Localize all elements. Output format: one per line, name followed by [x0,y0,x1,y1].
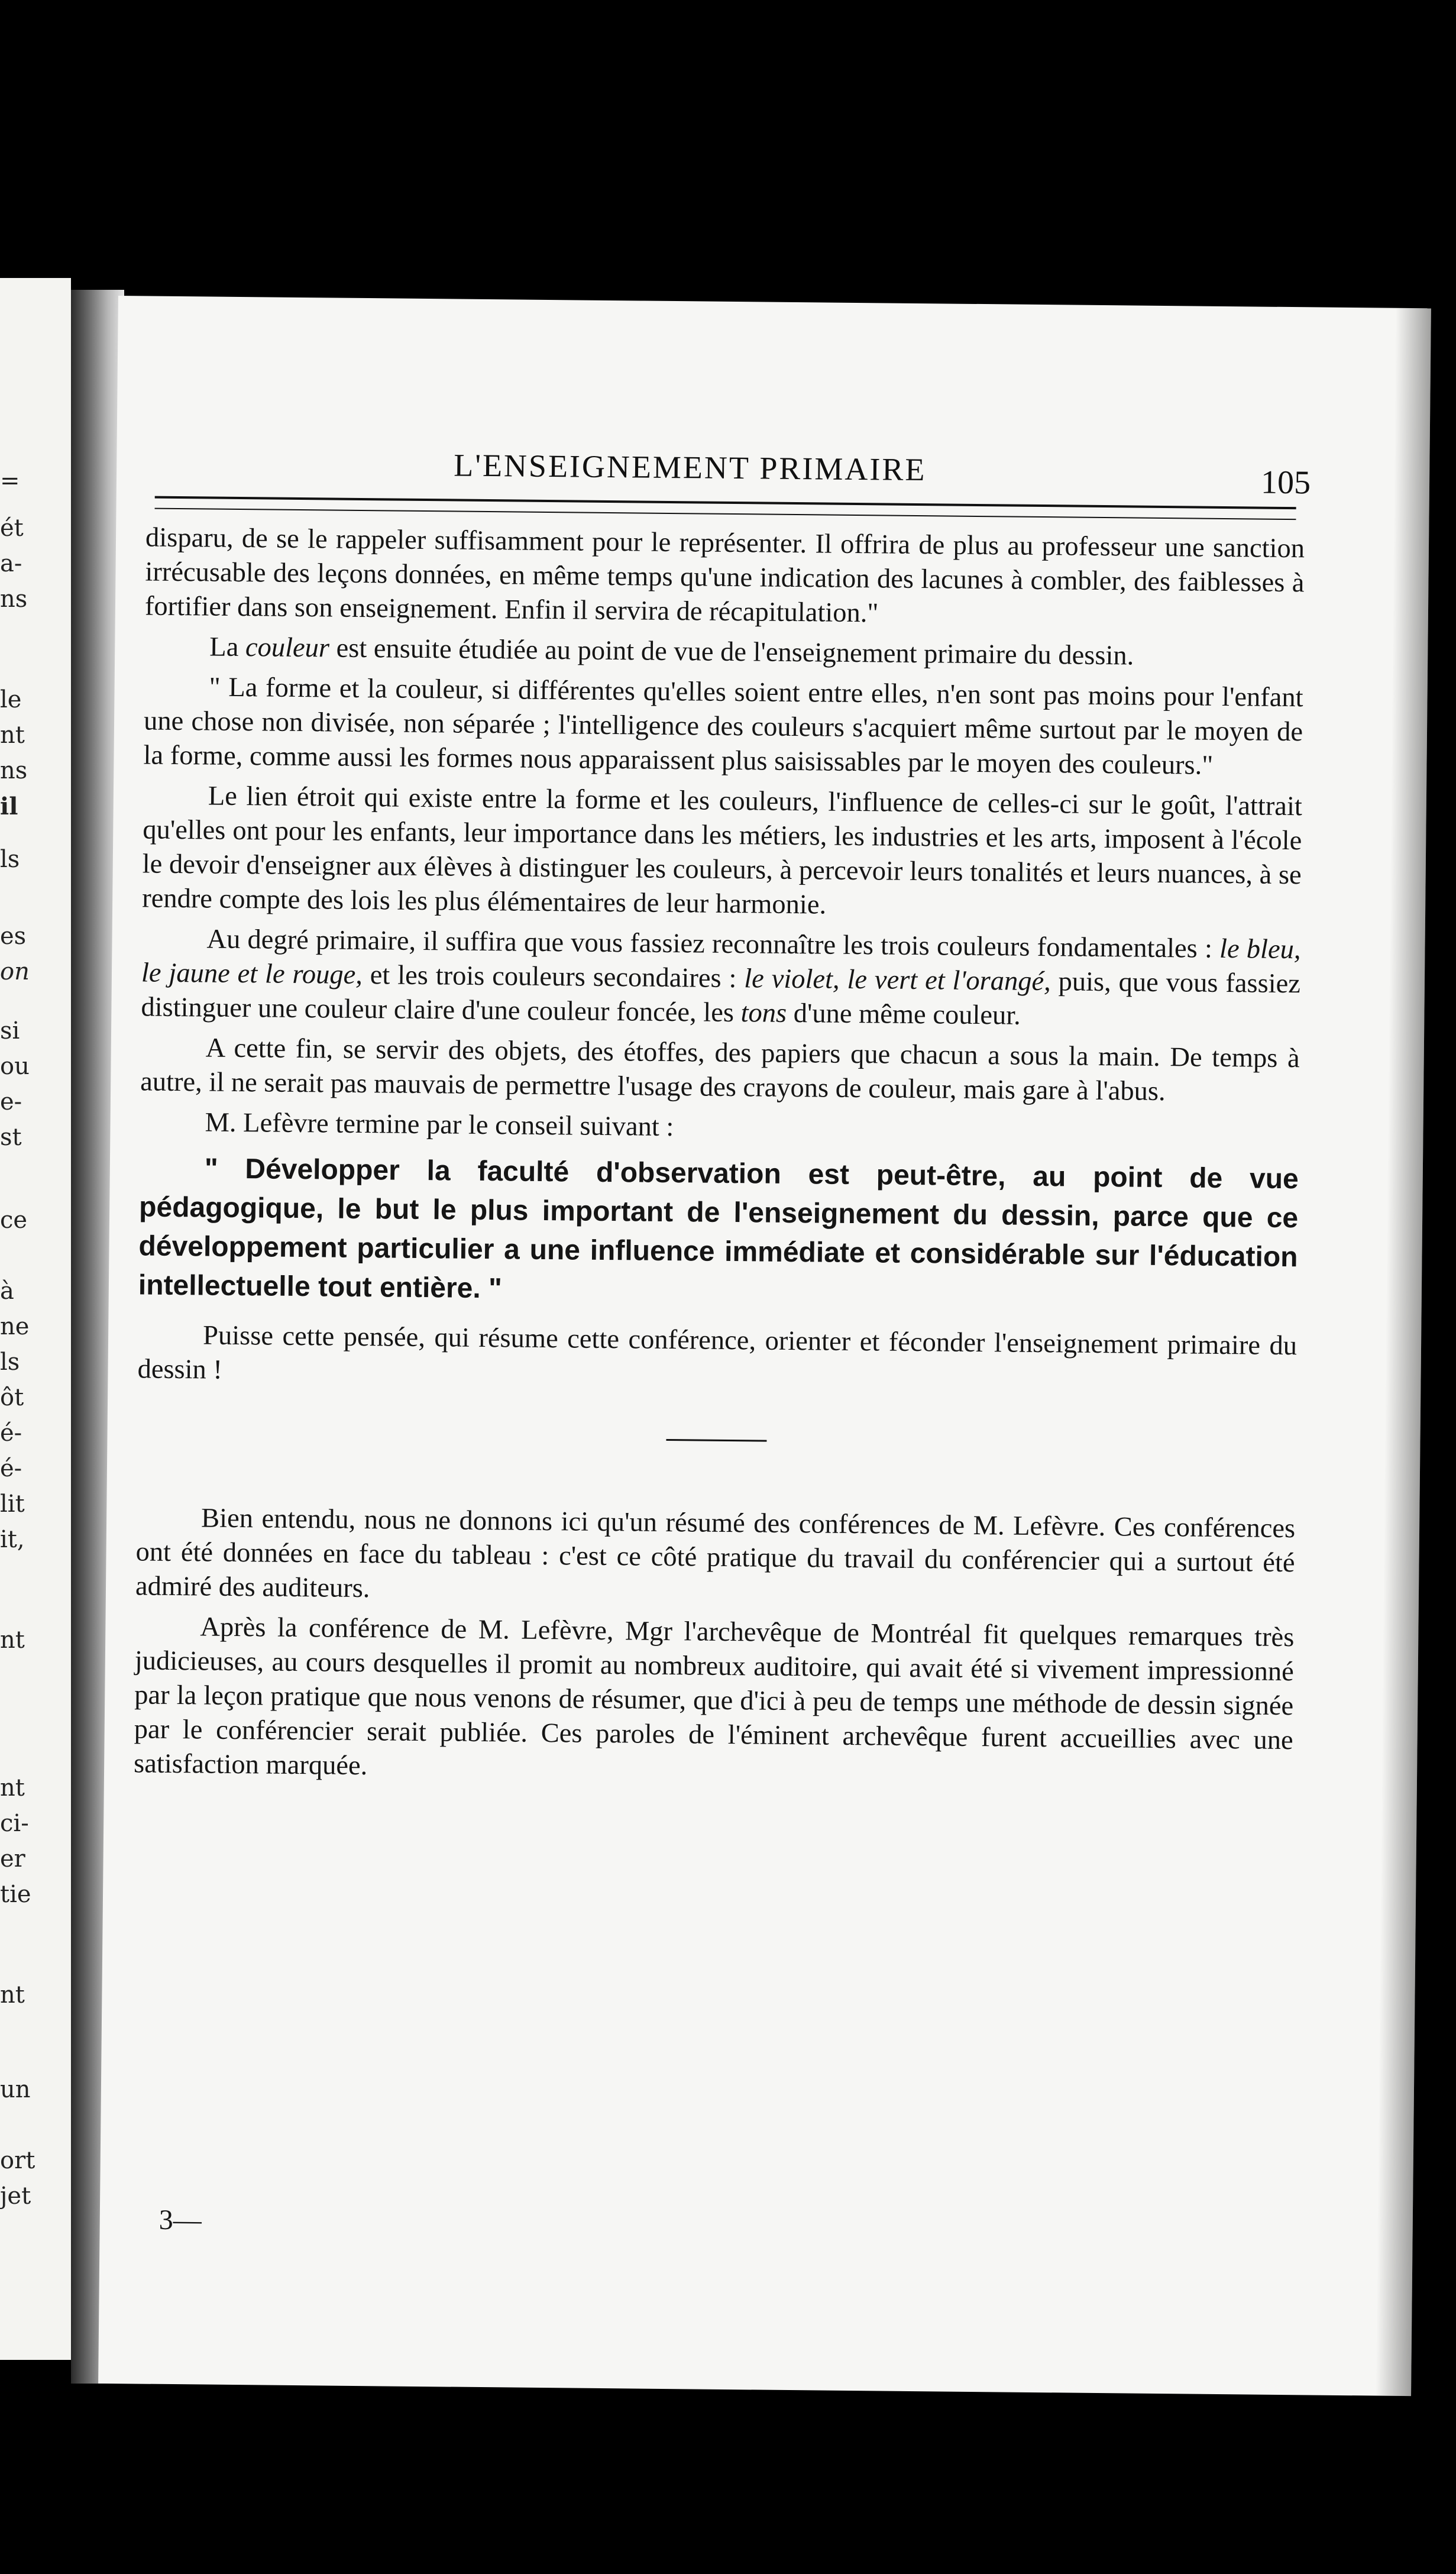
prev-page-fragment: it, [0,1526,25,1553]
page-number: 105 [1260,464,1311,502]
paragraph: A cette fin, se servir des objets, des étoffes, des papiers que chacun a sous la main. De temps à autre, il ne serait pas mauvais de permettre l'usage des crayons de couleur, mais gare à l'abus. [140,1033,1300,1107]
text-run: d'une même couleur. [786,998,1021,1031]
text-run: Au degré primaire, il suffira que vous fassiez reconnaître les trois couleurs fondamentales : [206,924,1220,964]
text-run: La [209,632,246,663]
prev-page-fragment: nt [0,722,25,749]
prev-page-fragment: il [0,793,18,820]
paragraph: Bien entendu, nous ne donnons ici qu'un résumé des conférences de M. Lefèvre. Ces conférences ont été données en face du tableau : c'est ce côté pratique du travail du conférencier qui a surtout été admiré des auditeurs. [135,1503,1296,1604]
prev-page-fragment: er [0,1845,25,1873]
prev-page-fragment: nt [0,1626,25,1654]
prev-page-fragment: ét [0,515,24,542]
header-double-rule [155,496,1296,520]
prev-page-fragment: = [0,467,20,494]
italic-term: le violet, le vert et l'orangé, [744,963,1051,997]
text-run: puis, que vous fassiez distinguer une couleur claire d'une couleur foncée, les [141,966,1301,1029]
prev-page-fragment: ls [0,1349,20,1376]
prev-page-fragment: st [0,1124,22,1151]
prev-page-fragment: jet [0,2182,31,2210]
prev-page-fragment: ls [0,846,20,873]
prev-page-fragment: on [0,958,30,985]
signature-mark: 3— [158,2204,202,2236]
prev-page-fragment: é- [0,1419,22,1447]
prev-page-fragment: lit [0,1490,25,1518]
prev-page-fragment: a- [0,550,22,577]
prev-page-fragment: ns [0,757,28,784]
prev-page-fragment: si [0,1017,20,1045]
quoted-paragraph: " La forme et la couleur, si différentes qu'elles soient entre elles, n'en sont pas moins pour l'enfant une chose non divisée, non séparée ; l'intelligence des couleurs s'acquiert même surtout par le moyen de la forme, comme aussi les formes nous apparaissent plus saisissables par le moyen des couleurs." [143,672,1303,781]
prev-page-fragment: tie [0,1881,31,1908]
paragraph [144,629,1303,675]
prev-page-fragment: es [0,923,27,950]
prev-page-fragment: ne [0,1313,30,1340]
bold-quotation: " Développer la faculté d'observation est peut-être, au point de vue pédagogique, le but le plus important de l'enseignement du dessin, parce que ce développement particulier a une influence immédiate et considérable sur l'éducation intellectuelle tout entière. " [138,1153,1299,1305]
prev-page-fragment: e- [0,1088,22,1115]
prev-page-fragment: nt [0,1981,25,2009]
prev-page-fragment: ci- [0,1810,29,1837]
italic-term: couleur [245,632,330,664]
prev-page-fragment: ns [0,586,28,613]
paragraph: Puisse cette pensée, qui résume cette conférence, orienter et féconder l'enseignement primaire du dessin ! [137,1320,1298,1385]
prev-page-fragment: ou [0,1053,30,1080]
text-run: est ensuite étudiée au point de vue de l'enseignement primaire du dessin. [329,633,1134,671]
prev-page-fragment: le [0,686,22,713]
previous-page-edge [0,278,71,2360]
prev-page-fragment: ce [0,1207,28,1234]
prev-page-fragment: ôt [0,1384,24,1411]
prev-page-fragment: un [0,2076,31,2103]
paragraph: Après la conférence de M. Lefèvre, Mgr l'archevêque de Montréal fit quelques remarques très judicieuses, au cours desquelles il promit au nombreux auditoire, qui avait été si vivement impressionné par la leçon pratique que nous venons de résumer, que d'ici à peu de temps une méthode de dessin signée par le conférencier serait publiée. Ces paroles de l'éminent archevêque furent accueillies avec une satisfaction marquée. [133,1612,1295,1781]
prev-page-fragment: é- [0,1455,22,1482]
page-body [134,520,1305,1798]
section-separator [666,1439,766,1442]
paragraph: Le lien étroit qui existe entre la forme et les couleurs, l'influence de celles-ci sur le goût, l'attrait qu'elles ont pour les enfants, leur importance dans les métiers, les industries et les arts, imposent à l'école le devoir d'enseigner aux élèves à distinguer les couleurs, à percevoir leurs tonalités et leurs nuances, à se rendre compte des lois les plus élémentaires de leur harmonie. [141,781,1303,920]
running-title: L'ENSEIGNEMENT PRIMAIRE [453,447,927,488]
prev-page-fragment: ort [0,2147,35,2174]
paragraph: M. Lefèvre termine par le conseil suivant : [205,1107,674,1143]
italic-term: tons [740,998,787,1029]
book-page [98,296,1431,2396]
italic-term: le bleu, le jaune et le rouge, [141,933,1301,991]
text-run: et les trois couleurs secondaires : [362,960,745,994]
prev-page-fragment: à [0,1278,14,1305]
paragraph [141,921,1301,1036]
paragraph: disparu, de se le rappeler suffisamment pour le représenter. Il offrira de plus au professeur une sanction irrécusable des leçons données, en même temps qu'une indication des lacunes à combler, des faiblesses à fortifier dans son enseignement. Enfin il servira de récapitulation." [144,522,1305,629]
page-edge-shadow [1376,308,1431,2396]
prev-page-fragment: nt [0,1774,25,1802]
